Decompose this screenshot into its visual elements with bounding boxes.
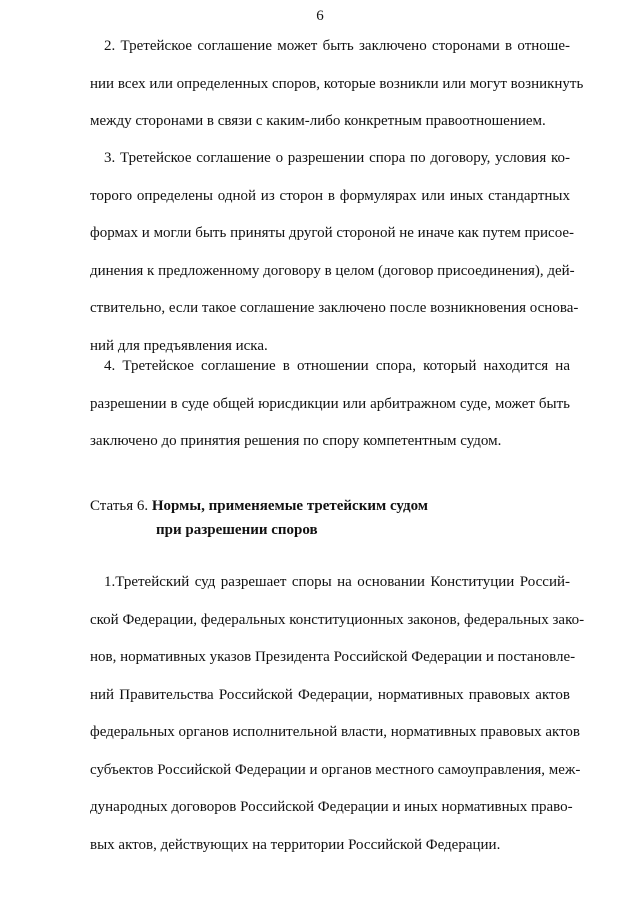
- paragraph-6-1: [90, 564, 585, 864]
- text-line: нов, нормативных указов Президента Российской Федерации и постановле-: [90, 649, 576, 665]
- page-number: 6: [316, 8, 324, 24]
- text-line: дународных договоров Российской Федерации и иных нормативных право-: [90, 799, 573, 815]
- text-line: вых актов, действующих на территории Российской Федерации.: [90, 836, 501, 853]
- text-line: торого определены одной из сторон в формулярах или иных стандартных: [90, 187, 570, 204]
- text-line: ний Правительства Российской Федерации, нормативных правовых актов: [90, 686, 570, 703]
- text-line: нии всех или определенных споров, которые возникли или могут возникнуть: [90, 75, 584, 92]
- text-line: 1.Третейский суд разрешает споры на основании Конституции Россий-: [104, 574, 570, 590]
- text-line: федеральных органов исполнительной власти, нормативных правовых актов: [90, 724, 581, 740]
- text-line: ствительно, если такое соглашение заключено после возникновения основа-: [90, 300, 579, 316]
- text-line: 2. Третейское соглашение может быть заключено сторонами в отноше-: [104, 38, 570, 54]
- text-line: ний для предъявления иска.: [90, 337, 268, 354]
- text-line: 3. Третейское соглашение о разрешении спора по договору, условия ко-: [104, 150, 570, 166]
- text-line: 4. Третейское соглашение в отношении спора, который находится на: [104, 358, 570, 374]
- paragraph-3: [90, 140, 579, 365]
- text-line: между сторонами в связи с каким-либо конкретным правоотношением.: [90, 113, 546, 129]
- paragraph-4: [90, 348, 570, 461]
- text-line: разрешении в суде общей юрисдикции или арбитражном суде, может быть: [90, 395, 570, 412]
- text-line: заключено до принятия решения по спору компетентным судом.: [90, 433, 502, 449]
- article-number: Статья 6.: [90, 498, 152, 514]
- text-line: формах и могли быть приняты другой стороной не иначе как путем присое-: [90, 225, 575, 241]
- text-line: субъектов Российской Федерации и органов местного самоуправления, меж-: [90, 761, 581, 778]
- paragraph-2: [90, 28, 584, 141]
- article-title-line-2: при разрешении споров: [156, 522, 318, 538]
- text-line: ской Федерации, федеральных конституционных законов, федеральных зако-: [90, 611, 585, 628]
- article-heading: [90, 494, 570, 542]
- article-title-line-1: Нормы, применяемые третейским судом: [151, 498, 429, 514]
- text-line: динения к предложенному договору в целом (договор присоединения), дей-: [90, 262, 575, 279]
